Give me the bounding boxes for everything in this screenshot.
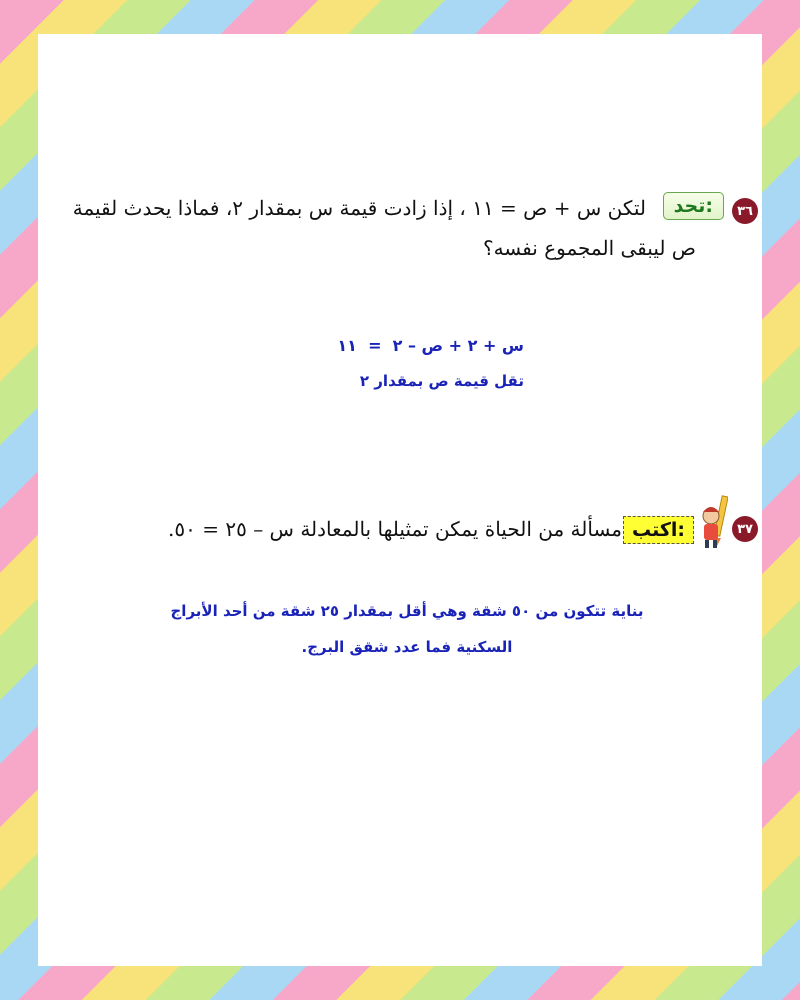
question-number-badge: ٣٧ <box>732 516 758 542</box>
question-36-line-1: لتكن س + ص = ١١ ، إذا زادت قيمة س بمقدار ٢، فماذا يحدث لقيمة <box>72 196 646 220</box>
answer-37-line-2: السكنية فما عدد شقق البرج. <box>301 638 513 656</box>
write-tag: اكتب: <box>623 516 694 544</box>
question-36-line-2: ص ليبقى المجموع نفسه؟ <box>482 236 696 260</box>
answer-36-text: تقل قيمة ص بمقدار ٢ <box>359 372 524 390</box>
question-number-badge: ٣٦ <box>732 198 758 224</box>
answer-36-equation: س + ٢ + ص – ٢ = ١١ <box>337 336 524 355</box>
worksheet-page <box>38 34 762 966</box>
pencil-kid-icon <box>698 494 728 550</box>
challenge-tag: تحد: <box>663 192 724 220</box>
question-37-line-1: مسألة من الحياة يمكن تمثيلها بالمعادلة س – ٢٥ = ٥٠. <box>168 517 622 541</box>
answer-37-line-1: بناية تتكون من ٥٠ شقة وهي أقل بمقدار ٢٥ شقة من أحد الأبراج <box>170 602 644 620</box>
